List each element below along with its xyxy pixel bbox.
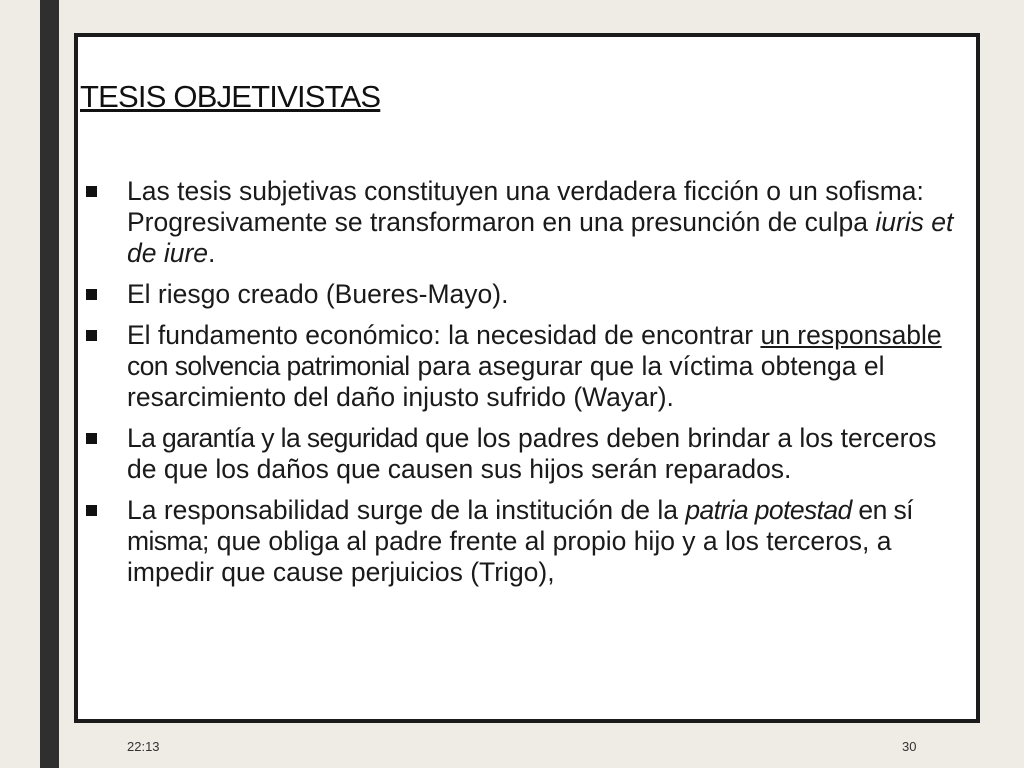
square-bullet-icon xyxy=(86,505,97,516)
square-bullet-icon xyxy=(86,289,97,300)
bullet-list xyxy=(86,176,966,598)
bullet-text: Las tesis subjetivas constituyen una verdadera ficción o un sofisma: Progresivamente se transformaron en una presunción de culpa xyxy=(127,176,924,237)
bullet-text: ; que obliga al padre frente al propio hijo y a los terceros, a impedir que cause perjuicios (Trigo), xyxy=(127,526,892,587)
emphasis-text: con solvencia patrimonia xyxy=(127,351,405,381)
bullet-text: l para asegurar que la víctima obtenga el resarcimiento del daño injusto sufrido (Wayar). xyxy=(127,351,885,412)
footer-time: 22:13 xyxy=(127,739,160,754)
list-item xyxy=(86,279,966,310)
latin-phrase: iuris et de iure xyxy=(127,207,954,268)
underlined-text: un responsable xyxy=(760,320,942,350)
bullet-text: El fundamento económico: la necesidad de encontrar xyxy=(127,320,761,350)
emphasis-text: La garantía y la seguridad xyxy=(127,423,418,453)
page-number: 30 xyxy=(902,739,917,754)
bullet-text: El riesgo creado (Bueres-Mayo). xyxy=(127,279,509,309)
bullet-text: La responsabilidad surge de la institución de la xyxy=(127,495,686,525)
slide-title: TESIS OBJETIVISTAS xyxy=(80,79,381,114)
square-bullet-icon xyxy=(86,330,97,341)
emphasis-text: en sí misma xyxy=(127,495,913,556)
square-bullet-icon xyxy=(86,433,97,444)
bullet-text: . xyxy=(208,238,216,268)
list-item xyxy=(86,495,966,588)
list-item xyxy=(86,423,966,485)
bullet-text: que los padres deben brindar a los terceros de que los daños que causen sus hijos serán reparados. xyxy=(127,423,937,484)
latin-phrase: patria potestad xyxy=(685,495,852,525)
square-bullet-icon xyxy=(86,186,97,197)
list-item xyxy=(86,176,966,269)
left-accent-bar xyxy=(40,0,59,768)
list-item xyxy=(86,320,966,413)
